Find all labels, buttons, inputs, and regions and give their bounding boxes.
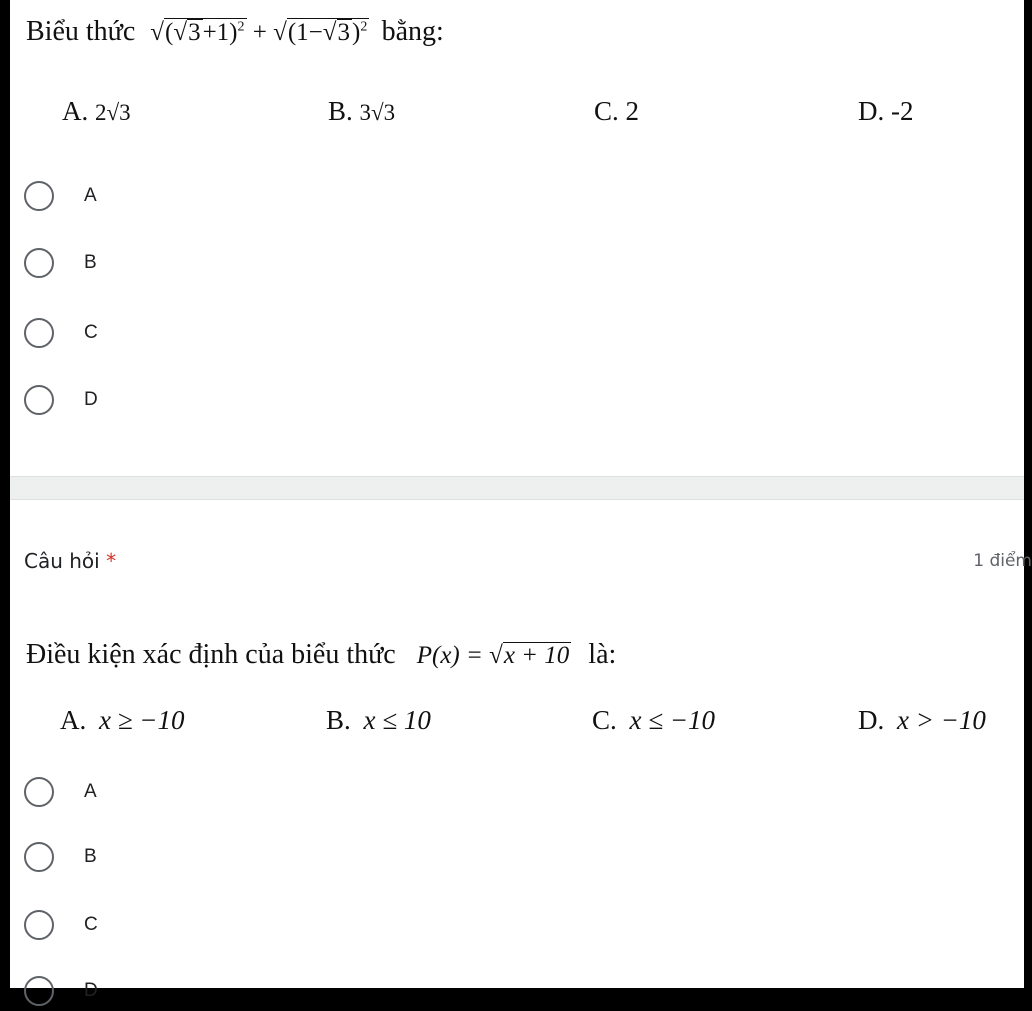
radio-circle[interactable] — [24, 842, 54, 872]
radio-circle[interactable] — [24, 318, 54, 348]
choice-b-value: 3√3 — [359, 100, 396, 125]
radio-option-c[interactable] — [24, 905, 98, 945]
choice-a — [62, 96, 131, 127]
radio-option-a[interactable] — [24, 772, 97, 812]
choice-a-letter: A. — [60, 705, 87, 735]
choice-a-value: 2√3 — [95, 100, 131, 125]
choice-b-value: x ≤ 10 — [363, 705, 431, 735]
radio-label-c: C — [84, 914, 98, 935]
question-card-1 — [10, 0, 1024, 476]
radio-option-c[interactable] — [24, 313, 98, 353]
choice-c-value: 2 — [625, 96, 640, 126]
choice-b-letter: B. — [328, 96, 353, 126]
form-page — [10, 0, 1032, 1001]
choice-d-letter: D. — [858, 705, 885, 735]
choice-c-letter: C. — [592, 705, 617, 735]
radio-label-a: A — [84, 185, 97, 206]
question-1-text — [26, 16, 444, 48]
radio-label-b: B — [84, 252, 97, 273]
choice-a-value: x ≥ −10 — [99, 705, 185, 735]
radio-circle[interactable] — [24, 777, 54, 807]
choice-d-value: x > −10 — [897, 705, 986, 735]
points-badge: 1 điểm — [973, 551, 1032, 571]
radio-circle[interactable] — [24, 385, 54, 415]
choice-b — [328, 96, 395, 127]
question-header-label: Câu hỏi — [24, 549, 100, 573]
radio-option-d[interactable] — [24, 380, 98, 420]
choice-c — [594, 96, 639, 127]
radio-label-d: D — [84, 980, 98, 1001]
question-2-prefix: Điều kiện xác định của biểu thức — [26, 639, 396, 670]
question-header — [24, 549, 116, 573]
choice-a — [60, 705, 185, 736]
question-1-prefix: Biểu thức — [26, 16, 136, 47]
choice-b — [326, 705, 431, 736]
choice-d — [858, 705, 986, 736]
radio-option-b[interactable] — [24, 837, 97, 877]
choice-c — [592, 705, 715, 736]
choice-c-value: x ≤ −10 — [629, 705, 716, 735]
question-2-suffix: là: — [588, 639, 617, 670]
choice-c-letter: C. — [594, 96, 619, 126]
required-mark: * — [106, 549, 117, 573]
choice-d-letter: D. — [858, 96, 885, 126]
math-expression: $√(√3+1)^2 + √(1-√3)^2$ — [150, 19, 368, 46]
choice-d — [858, 96, 914, 127]
question-1-suffix: bằng: — [381, 16, 444, 47]
radio-label-a: A — [84, 781, 97, 802]
radio-option-a[interactable] — [24, 176, 97, 216]
math-expression: P(x) = √x + 10 — [416, 642, 570, 669]
radio-label-c: C — [84, 322, 98, 343]
radio-option-b[interactable] — [24, 243, 97, 283]
radio-circle[interactable] — [24, 910, 54, 940]
choice-a-letter: A. — [62, 96, 89, 126]
radio-label-b: B — [84, 846, 97, 867]
radio-option-d[interactable] — [24, 971, 98, 1011]
radio-circle[interactable] — [24, 248, 54, 278]
radio-circle[interactable] — [24, 976, 54, 1006]
question-card-2 — [10, 499, 1032, 1001]
choice-d-value: -2 — [891, 96, 914, 126]
radio-circle[interactable] — [24, 181, 54, 211]
question-2-text — [26, 639, 616, 671]
choice-b-letter: B. — [326, 705, 351, 735]
section-divider — [10, 476, 1024, 500]
radio-label-d: D — [84, 389, 98, 410]
